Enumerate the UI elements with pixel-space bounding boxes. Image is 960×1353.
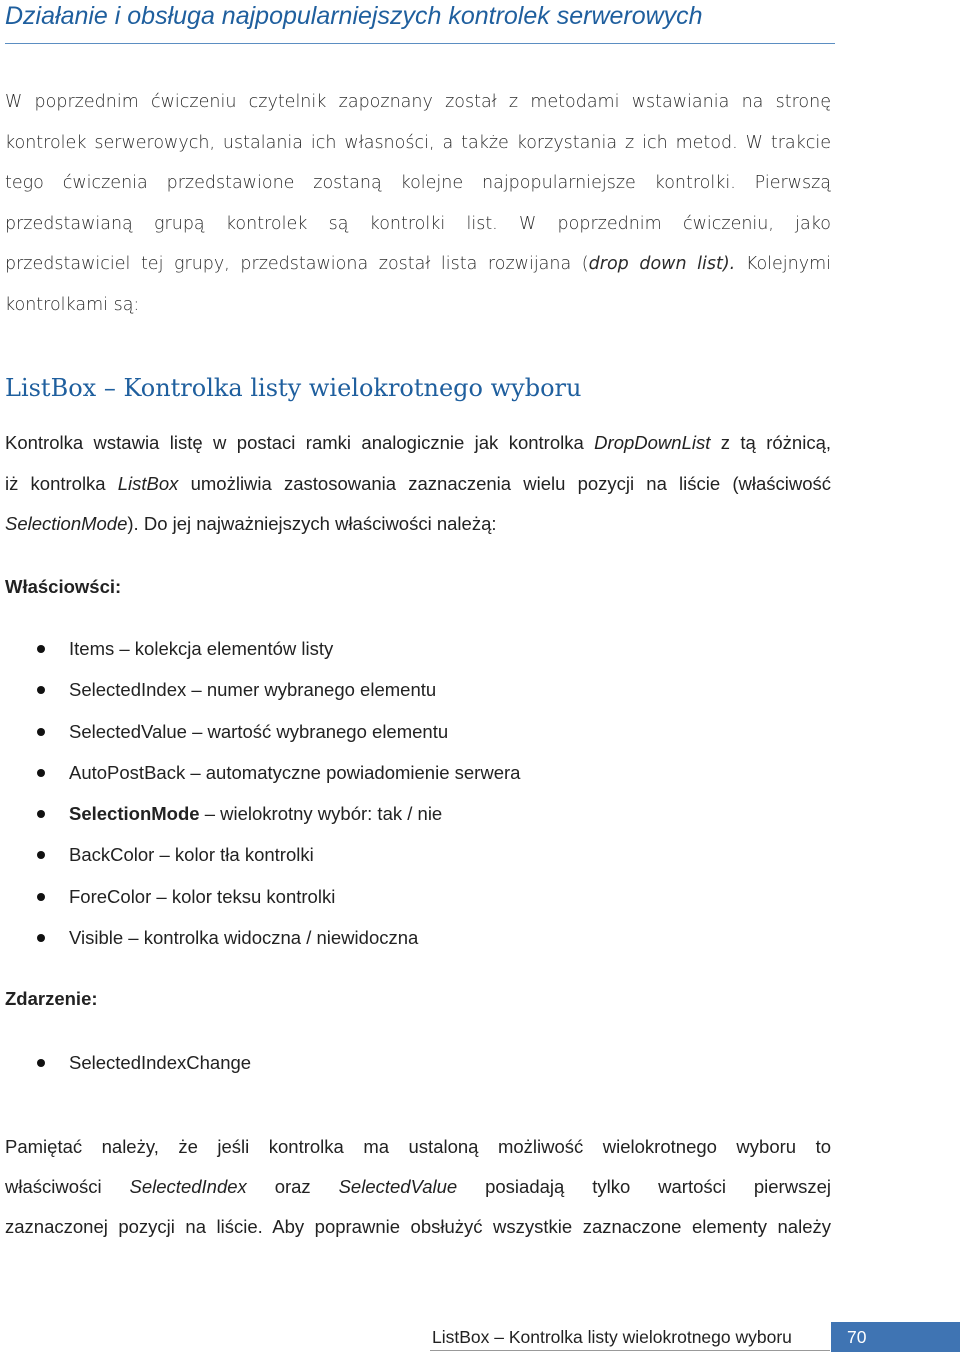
desc-line-2-text: iż kontrolka	[5, 472, 118, 494]
desc-line-2-italic: ListBox	[117, 472, 179, 494]
property-name: SelectionMode	[69, 803, 200, 825]
intro-line-6: kontrolkami są:	[5, 294, 140, 315]
intro-line-4: przedstawianą grupą kontrolek są kontrolki list. W poprzednim ćwiczeniu, jako	[5, 213, 831, 234]
bullet-icon	[37, 851, 45, 859]
bullet-icon	[37, 645, 45, 653]
bullet-icon	[37, 893, 45, 901]
footer-divider	[430, 1350, 830, 1351]
property-desc: – kolekcja elementów listy	[114, 638, 334, 659]
list-item	[0, 675, 520, 716]
desc-line-3	[5, 504, 831, 545]
closing-line-2-c: oraz	[246, 1176, 339, 1197]
intro-line-5-italic: drop down list).	[588, 254, 736, 274]
desc-line-3-italic: SelectionMode	[5, 513, 128, 534]
property-desc: – wartość wybranego elementu	[186, 720, 449, 742]
footer-running-title: ListBox – Kontrolka listy wielokrotnego wyboru	[432, 1327, 792, 1347]
list-item	[0, 882, 520, 923]
property-desc: – kontrolka widoczna / niewidoczna	[123, 927, 419, 949]
property-desc: – kolor tła kontrolki	[154, 844, 314, 866]
intro-line-1: W poprzednim ćwiczeniu czytelnik zapoznany został z metodami wstawiania na stronę	[5, 92, 831, 112]
closing-line-2-b: SelectedIndex	[129, 1176, 247, 1197]
list-item	[0, 840, 520, 881]
property-desc: – wielokrotny wybór: tak / nie	[199, 803, 443, 825]
intro-line-5	[5, 244, 831, 285]
closing-line-1: Pamiętać należy, że jeśli kontrolka ma ustaloną możliwość wielokrotnego wyboru to	[5, 1136, 831, 1157]
closing-line-2	[5, 1167, 831, 1207]
property-desc: – kolor teksu kontrolki	[151, 885, 336, 907]
desc-line-1-text: Kontrolka wstawia listę w postaci ramki analogicznie jak kontrolka	[5, 432, 595, 453]
bullet-icon	[37, 1059, 45, 1067]
desc-line-1-end: z tą różnicą,	[710, 432, 831, 453]
bullet-icon	[37, 728, 45, 736]
list-item	[0, 758, 520, 799]
property-name: SelectedValue	[69, 720, 187, 742]
properties-list	[0, 634, 520, 964]
intro-line-2: kontrolek serwerowych, ustalania ich własności, a także korzystania z ich metod. W trakcie	[5, 132, 831, 153]
events-list	[0, 1048, 251, 1089]
list-item	[0, 923, 520, 964]
desc-line-3-end: ). Do jej najważniejszych właściwości należą:	[127, 513, 497, 534]
closing-line-3: zaznaczonej pozycji na liście. Aby poprawnie obsłużyć wszystkie zaznaczone elementy należy	[5, 1216, 831, 1237]
intro-line-5-text: przedstawiciel tej grupy, przedstawiona został lista rozwijana (	[5, 254, 589, 274]
list-item	[0, 1048, 251, 1089]
bullet-icon	[37, 769, 45, 777]
bullet-icon	[37, 686, 45, 694]
event-name: SelectedIndexChange	[69, 1052, 252, 1073]
bullet-icon	[37, 934, 45, 942]
property-name: Items	[69, 638, 115, 659]
event-label: Zdarzenie:	[5, 988, 98, 1009]
closing-line-2-a: właściwości	[5, 1176, 130, 1197]
section-heading: ListBox – Kontrolka listy wielokrotnego wyboru	[5, 374, 582, 402]
list-item	[0, 799, 520, 840]
intro-line-5-end: Kolejnymi	[735, 254, 831, 274]
description-paragraph	[5, 423, 831, 545]
intro-line-3: tego ćwiczenia przedstawione zostaną kolejne najpopularniejsze kontrolki. Pierwszą	[5, 173, 831, 193]
list-item	[0, 717, 520, 758]
desc-line-2	[5, 464, 831, 505]
property-name: SelectedIndex	[69, 679, 187, 701]
page-number: 70	[831, 1322, 960, 1352]
closing-line-2-e: posiadają tylko wartości pierwszej	[457, 1176, 831, 1197]
list-item	[0, 634, 520, 675]
property-name: Visible	[69, 927, 124, 949]
properties-label: Właściowści:	[5, 576, 122, 597]
closing-line-2-d: SelectedValue	[338, 1176, 458, 1197]
property-desc: – numer wybranego elementu	[186, 679, 437, 701]
property-name: AutoPostBack	[69, 761, 186, 783]
desc-line-2-end: umożliwia zastosowania zaznaczenia wielu pozycji na liście (właściwość	[178, 472, 831, 494]
property-name: ForeColor	[69, 885, 152, 907]
closing-paragraph	[5, 1127, 831, 1247]
desc-line-1	[5, 423, 831, 464]
page-footer	[0, 1322, 960, 1352]
property-name: BackColor	[69, 844, 155, 866]
bullet-icon	[37, 810, 45, 818]
desc-line-1-italic: DropDownList	[594, 432, 711, 453]
intro-paragraph	[5, 82, 831, 325]
property-desc: – automatyczne powiadomienie serwera	[185, 761, 521, 783]
page-title: Działanie i obsługa najpopularniejszych kontrolek serwerowych	[5, 0, 835, 44]
